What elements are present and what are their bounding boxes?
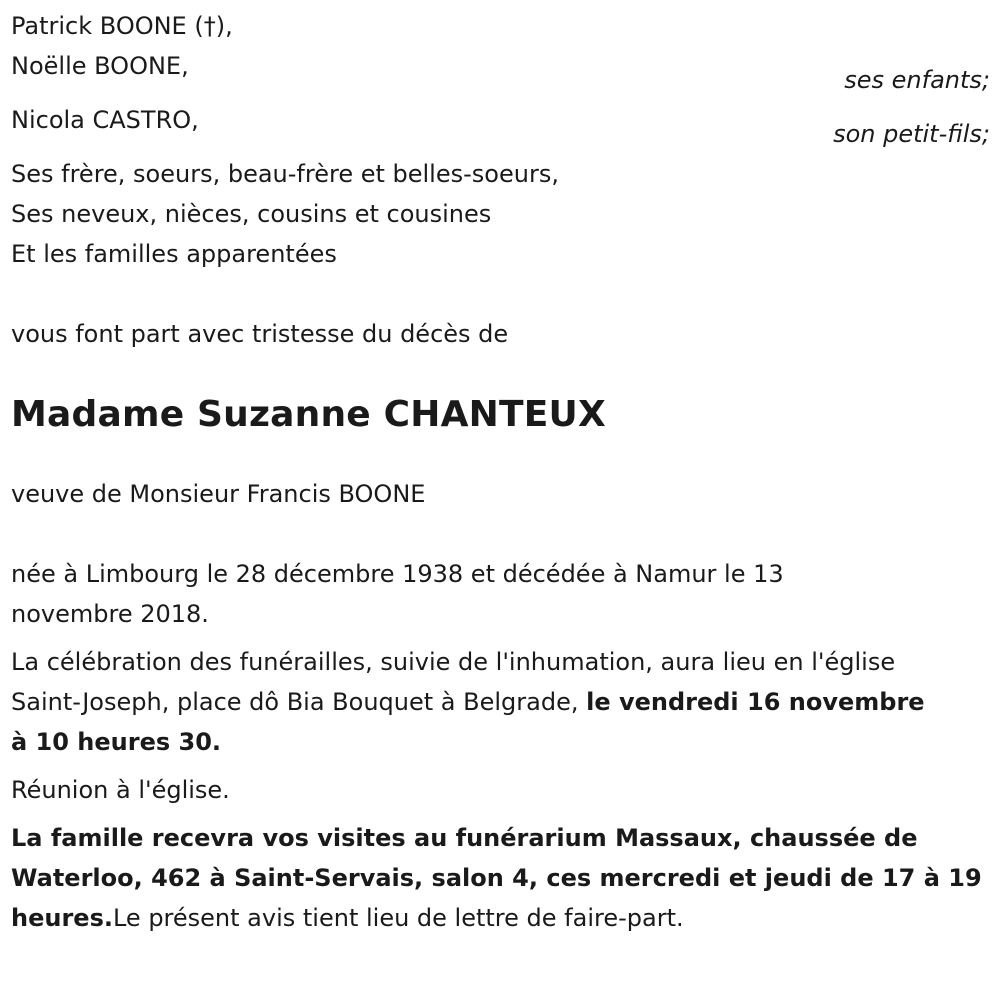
birth-death-line-1: née à Limbourg le 28 décembre 1938 et décédée à Namur le 13 <box>11 560 784 588</box>
ceremony-line-3 <box>11 722 990 762</box>
family-line-nephews: Ses neveux, nièces, cousins et cousines <box>11 200 492 228</box>
visits-line-3 <box>11 898 990 938</box>
announcement-text: vous font part avec tristesse du décès de <box>11 320 509 348</box>
grandchild-role-label: son petit-fils; <box>833 120 990 148</box>
ceremony-time: à 10 heures 30. <box>11 728 222 756</box>
child-name-noelle: Noëlle BOONE, <box>11 52 189 80</box>
birth-death-line-2: novembre 2018. <box>11 600 209 628</box>
ceremony-line-2 <box>11 682 990 722</box>
visits-line-1 <box>11 818 990 858</box>
grandchild-name: Nicola CASTRO, <box>11 106 199 134</box>
visits-text-2: Waterloo, 462 à Saint-Servais, salon 4, ces mercredi et jeudi de 17 à 19 <box>11 864 982 892</box>
family-line-siblings: Ses frère, soeurs, beau-frère et belles-soeurs, <box>11 160 559 188</box>
meeting-text: Réunion à l'église. <box>11 776 230 804</box>
ceremony-location: Saint-Joseph, place dô Bia Bouquet à Belgrade, <box>11 688 587 716</box>
ceremony-line-1: La célébration des funérailles, suivie de l'inhumation, aura lieu en l'église <box>11 648 896 676</box>
child-name-patrick: Patrick BOONE (†), <box>11 12 233 40</box>
widow-of-text: veuve de Monsieur Francis BOONE <box>11 480 426 508</box>
visits-line-2 <box>11 858 990 898</box>
ceremony-date: le vendredi 16 novembre <box>586 688 925 716</box>
notice-closing-text: Le présent avis tient lieu de lettre de faire-part. <box>112 904 684 932</box>
visits-text-3: heures. <box>11 904 113 932</box>
family-line-relatives: Et les familles apparentées <box>11 240 337 268</box>
obituary-notice <box>11 6 990 938</box>
ceremony-paragraph <box>11 642 990 762</box>
birth-death-paragraph <box>11 554 990 634</box>
children-role-label: ses enfants; <box>844 66 990 94</box>
visits-text-1: La famille recevra vos visites au funérarium Massaux, chaussée de <box>11 824 918 852</box>
visits-paragraph <box>11 818 990 938</box>
deceased-name: Madame Suzanne CHANTEUX <box>11 394 606 435</box>
